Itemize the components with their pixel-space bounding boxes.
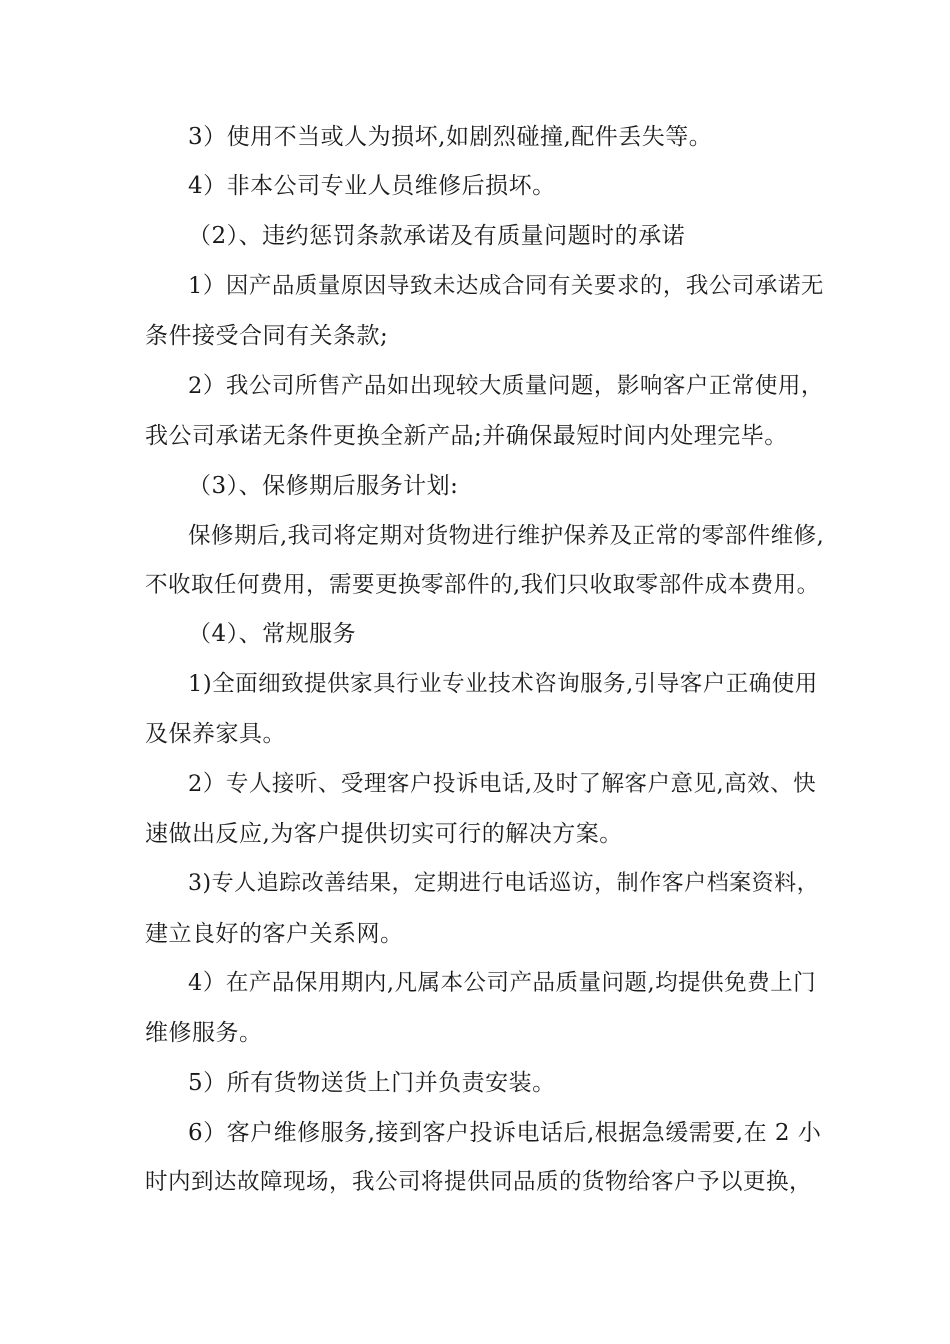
paragraph-line-18: 4）在产品保用期内,凡属本公司产品质量问题,均提供免费上门: [188, 970, 817, 996]
section-heading-2: （2）、违约惩罚条款承诺及有质量问题时的承诺: [188, 223, 686, 249]
paragraph-line-22: 时内到达故障现场，我公司将提供同品质的货物给客户予以更换，: [145, 1169, 813, 1195]
paragraph-line-4: 1）因产品质量原因导致未达成合同有关要求的，我公司承诺无: [188, 273, 824, 299]
section-heading-4: （4）、常规服务: [188, 621, 357, 647]
paragraph-line-20: 5）所有货物送货上门并负责安装。: [188, 1070, 556, 1096]
paragraph-line-5: 条件接受合同有关条款;: [145, 323, 389, 349]
paragraph-line-13: 及保养家具。: [145, 721, 286, 747]
paragraph-line-2: 4）非本公司专业人员维修后损坏。: [188, 173, 556, 199]
paragraph-line-12: 1)全面细致提供家具行业专业技术咨询服务,引导客户正确使用: [188, 671, 818, 697]
paragraph-line-15: 速做出反应,为客户提供切实可行的解决方案。: [145, 821, 623, 847]
paragraph-line-17: 建立良好的客户关系网。: [145, 921, 404, 947]
paragraph-line-14: 2）专人接听、受理客户投诉电话,及时了解客户意见,高效、快: [188, 771, 817, 797]
paragraph-line-16: 3)专人追踪改善结果，定期进行电话巡访，制作客户档案资料，: [188, 871, 820, 896]
paragraph-line-21: 6）客户维修服务,接到客户投诉电话后,根据急缓需要,在 2 小: [188, 1120, 822, 1146]
section-heading-3: （3）、保修期后服务计划:: [188, 473, 459, 499]
paragraph-line-7: 我公司承诺无条件更换全新产品;并确保最短时间内处理完毕。: [145, 423, 788, 449]
paragraph-line-10: 不收取任何费用，需要更换零部件的,我们只收取零部件成本费用。: [145, 572, 820, 598]
paragraph-line-6: 2）我公司所售产品如出现较大质量问题，影响客户正常使用，: [188, 373, 824, 399]
paragraph-line-1: 3）使用不当或人为损坏,如剧烈碰撞,配件丢失等。: [188, 124, 713, 150]
paragraph-line-19: 维修服务。: [145, 1020, 263, 1046]
paragraph-line-9: 保修期后,我司将定期对货物进行维护保养及正常的零部件维修,: [188, 523, 825, 549]
